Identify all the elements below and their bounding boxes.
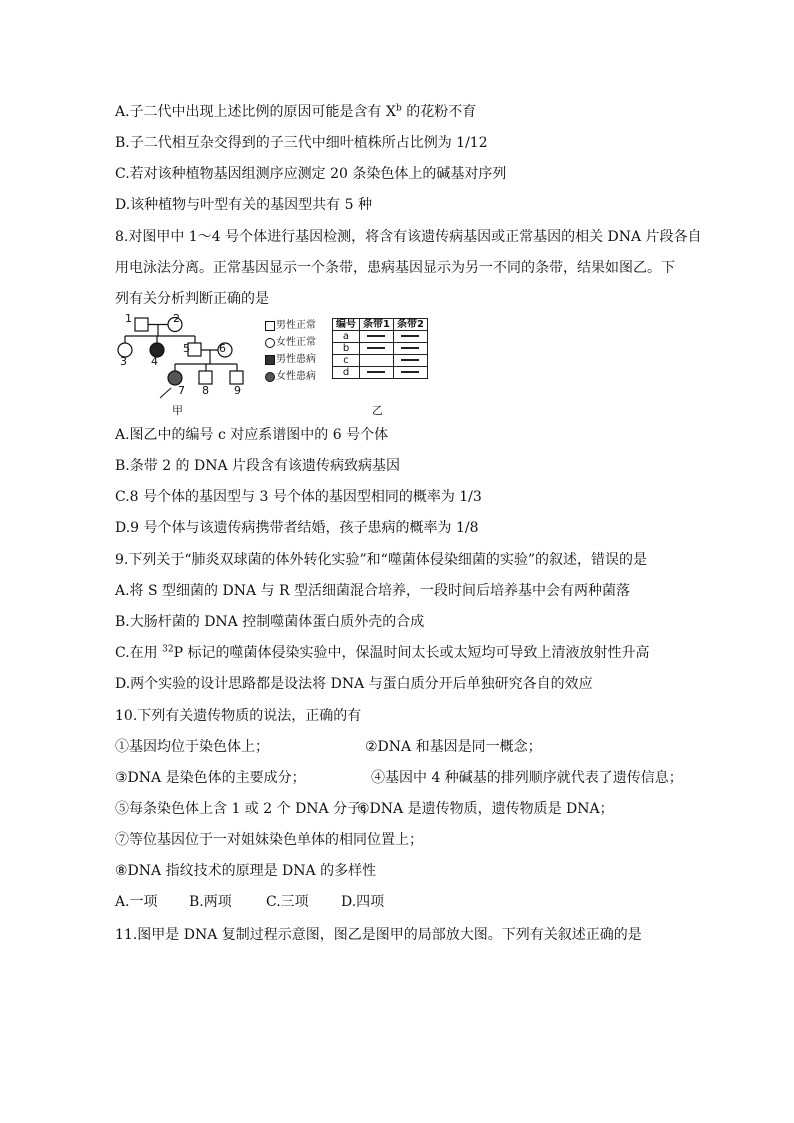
pedigree-number-6: 6: [219, 342, 226, 355]
q8-option-d: D.9 号个体与该遗传病携带者结婚，孩子患病的概率为 1/8: [115, 520, 479, 536]
band-mark: [367, 335, 385, 337]
legend-female-affected: 女性患病: [276, 371, 316, 382]
q7-option-c: C.若对该种植物基因组测序应测定 20 条染色体上的碱基对序列: [115, 166, 507, 182]
legend-male-affected-icon: [265, 355, 275, 365]
table-cell-band1: [360, 331, 394, 343]
pedigree-number-5: 5: [183, 342, 190, 355]
q10-option-b: B.两项: [189, 894, 232, 910]
q9-option-d: D.两个实验的设计思路都是设法将 DNA 与蛋白质分开后单独研究各自的效应: [115, 676, 593, 692]
table-cell-band2: [393, 367, 427, 379]
q10-statement-1: ①基因均位于染色体上；: [115, 739, 269, 755]
q10-option-c: C.三项: [266, 894, 309, 910]
q10-statement-8: ⑧DNA 指纹技术的原理是 DNA 的多样性: [115, 863, 377, 879]
table-cell-band2: [393, 343, 427, 355]
q10-option-a: A.一项: [115, 894, 158, 910]
pedigree-individual-7: [168, 371, 182, 385]
pedigree-number-7: 7: [178, 384, 185, 397]
table-cell-band2: [393, 331, 427, 343]
table-row: [333, 331, 428, 343]
table-cell-id: c: [333, 355, 360, 367]
q8-option-b: B.条带 2 的 DNA 片段含有该遗传病致病基因: [115, 458, 401, 474]
q10-statement-7: ⑦等位基因位于一对姐妹染色单体的相同位置上；: [115, 832, 423, 848]
figure-label-jia: 甲: [172, 404, 183, 417]
table-row: [333, 367, 428, 379]
pedigree-number-8: 8: [202, 384, 209, 397]
legend-female-normal-icon: [265, 338, 275, 348]
q8-stem-line1: 8.对图甲中 1～4 号个体进行基因检测，将含有该遗传病基因或正常基因的相关 DNA 片段各自: [115, 229, 702, 245]
pedigree-individual-9: [230, 371, 243, 384]
table-cell-id: a: [333, 331, 360, 343]
table-row: [333, 355, 428, 367]
figure-label-yi: 乙: [372, 404, 383, 417]
q7-option-b: B.子二代相互杂交得到的子三代中细叶植株所占比例为 1/12: [115, 135, 488, 151]
q11-stem: 11.图甲是 DNA 复制过程示意图，图乙是图甲的局部放大图。下列有关叙述正确的是: [115, 927, 642, 943]
q7-option-a: A.子二代中出现上述比例的原因可能是含有 $X^b$ 的花粉不育: [115, 103, 477, 120]
electrophoresis-band-table: [332, 318, 428, 379]
q7-option-d: D.该种植物与叶型有关的基因型共有 5 种: [115, 197, 372, 213]
q10-statement-5: ⑤每条染色体上含 1 或 2 个 DNA 分子；: [115, 801, 376, 817]
legend-female-normal: 女性正常: [276, 337, 316, 348]
pedigree-individual-8: [199, 371, 212, 384]
q9-option-b: B.大肠杆菌的 DNA 控制噬菌体蛋白质外壳的合成: [115, 614, 425, 630]
q10-statement-4: ④基因中 4 种碱基的排列顺序就代表了遗传信息；: [371, 770, 683, 786]
table-cell-id: d: [333, 367, 360, 379]
q8-option-c: C.8 号个体的基因型与 3 号个体的基因型相同的概率为 1/3: [115, 489, 482, 505]
table-cell-id: b: [333, 343, 360, 355]
table-cell-band1: [360, 355, 394, 367]
q8-stem-line3: 列有关分析判断正确的是: [115, 291, 269, 307]
legend-male-normal-icon: [265, 321, 275, 331]
q10-statement-2: ②DNA 和基因是同一概念；: [365, 739, 542, 755]
pedigree-number-4: 4: [151, 355, 158, 368]
pedigree-individual-1: [135, 318, 148, 331]
band-mark: [367, 371, 385, 373]
pedigree-chart: [115, 312, 265, 416]
legend-male-affected: 男性患病: [276, 354, 316, 365]
q8-stem-line2: 用电泳法分离。正常基因显示一个条带，患病基因显示为另一不同的条带，结果如图乙。下: [115, 260, 675, 276]
q9-stem: 9.下列关于“肺炎双球菌的体外转化实验”和“噬菌体侵染细菌的实验”的叙述，错误的是: [115, 552, 647, 568]
table-cell-band2: [393, 355, 427, 367]
band-mark: [401, 347, 419, 349]
pedigree-number-3: 3: [120, 355, 127, 368]
table-header-band1: 条带1: [360, 319, 394, 331]
q10-statement-3: ③DNA 是染色体的主要成分；: [115, 770, 306, 786]
q9-option-c: C.在用 $^{32}$P 标记的噬菌体侵染实验中，保温时间太长或太短均可导致上清液放射性升高: [115, 644, 650, 661]
pedigree-number-2: 2: [173, 312, 180, 325]
legend-female-affected-icon: [265, 372, 275, 382]
table-row: [333, 343, 428, 355]
pedigree-number-9: 9: [234, 384, 241, 397]
table-cell-band1: [360, 367, 394, 379]
band-mark: [401, 371, 419, 373]
q10-statement-6: ⑥DNA 是遗传物质，遗传物质是 DNA；: [357, 801, 614, 817]
legend-male-normal: 男性正常: [276, 320, 316, 331]
table-header-band2: 条带2: [393, 319, 427, 331]
band-mark: [367, 347, 385, 349]
q8-option-a: A.图乙中的编号 c 对应系谱图中的 6 号个体: [115, 427, 389, 443]
q9-option-a: A.将 S 型细菌的 DNA 与 R 型活细菌混合培养，一段时间后培养基中会有两种菌落: [115, 583, 630, 599]
pedigree-number-1: 1: [125, 312, 132, 325]
table-header-id: 编号: [333, 319, 360, 331]
table-cell-band1: [360, 343, 394, 355]
band-mark: [401, 359, 419, 361]
band-mark: [401, 335, 419, 337]
q10-stem: 10.下列有关遗传物质的说法，正确的有: [115, 708, 362, 724]
q10-option-d: D.四项: [341, 894, 385, 910]
